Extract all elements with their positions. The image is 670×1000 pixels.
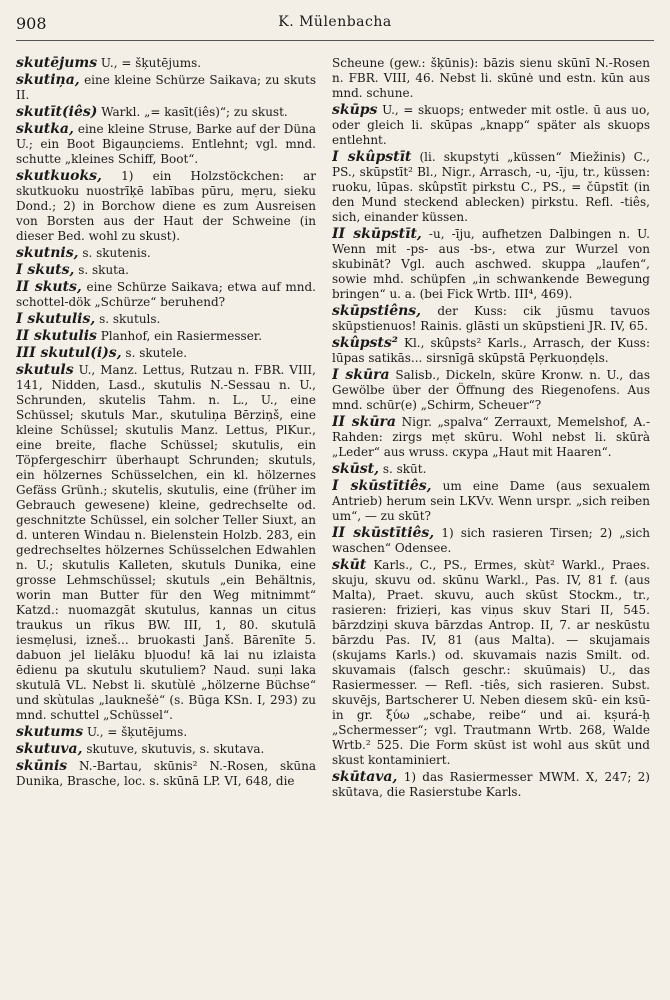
entry-definition: 1) ein Holzstöckchen: ar skutkuoku nuostrīķē labības pūru, mẹru, sieku Dond.; 2) in Borchow diene es zum Ausreisen von Borsten aus der Haut der Schweine (in dieser Bed. wohl zu skust). — [16, 169, 316, 243]
entry-headword: skutkuoks, — [16, 168, 102, 184]
left-column — [16, 56, 316, 994]
dictionary-entry — [332, 227, 650, 302]
dictionary-entry — [16, 246, 316, 261]
entry-headword: skutnis, — [16, 245, 79, 261]
entry-headword: skutiņa, — [16, 72, 80, 88]
entry-definition: N.-Bartau, skūnis² N.-Rosen, skūna Dunika, Brasche, loc. s. skūnā LP. VI, 648, die — [16, 759, 316, 788]
dictionary-entry — [16, 105, 316, 120]
entry-definition: U., = šķutējums. — [86, 725, 188, 739]
entry-definition: skutuve, skutuvis, s. skutava. — [86, 742, 265, 756]
dictionary-entry — [16, 329, 316, 344]
dictionary-entry — [16, 742, 316, 757]
dictionary-entry — [332, 479, 650, 524]
entry-definition: 1) sich rasieren Tirsen; 2) „sich waschen“ Odensee. — [332, 526, 650, 555]
entry-definition: Salisb., Dickeln, skūre Kronw. n. U., das Gewölbe über der Öffnung des Riegenofens. Aus mnd. schūr(e) „Schirm, Scheuer“? — [332, 368, 650, 412]
entry-definition: Scheune (gew.: šķūnis): bāzis sienu skūnī N.-Rosen n. FBR. VIII, 46. Nebst li. skūnė und estn. kūn aus mnd. schune. — [332, 56, 650, 100]
entry-definition: 1) das Rasiermesser MWM. X, 247; 2) skūtava, die Rasierstube Karls. — [332, 770, 650, 799]
dictionary-entry — [16, 725, 316, 740]
entry-headword: skūps — [332, 102, 378, 118]
dictionary-entry — [332, 304, 650, 334]
entry-definition: der Kuss: cik jūsmu tavuos skūpstienuos! Rainis. glāsti un skūpstieni JR. IV, 65. — [332, 304, 650, 333]
entry-headword: skutuls — [16, 362, 74, 378]
page-header — [16, 14, 654, 41]
dictionary-entry — [16, 263, 316, 278]
dictionary-entry — [16, 56, 316, 71]
entry-headword: I skûpstīt — [332, 149, 412, 165]
entry-definition: U., Manz. Lettus, Rutzau n. FBR. VIII, 141, Nidden, Lasd., skutulis N.-Sessau n. U., Schrunden, skutelis Tahm. n. L., U., eine Schüssel; skutuls Mar., skutuliņa Bērziņš, eine kleine Schüssel; skutulis Manz. Lettus, PlKur., eine breite, flache Schüssel; skutulis, ein Töpfergeschirr überhaupt Schrunden; skutuls, ein hölzernes Schüsselchen, ein kl. hölzernes Gefäss Grünh.; skutelis, skutulis, eine (früher im Gebrauch gewesene) kleine, gedrechselte od. geschnitzte Schüssel, ein solcher Teller Siuxt, an d. unteren Windau n. Bielenstein Holzb. 283, ein gedrechseltes hölzernes Schüsselchen Edwahlen n. U.; skutulis Kalleten, skutuls Dunika, eine grosse Lehmschüssel; skutuls „ein Behältnis, worin man Butter für den Weg mitnimmt“ Katzd.: nuomazgāt skutulus, kannas un citus traukus un rīkus BW. III, 1, 80. skutulā iesmẹlusi, izneš... bruokasti Janš. Bārenīte 5. dabuon jel lielāku bļuodu! kā lai nu izlaista ēdienu pa skutulu skutuliem? Naud. suņi laka skutulā VL. Nebst li. skutùlė „hölzerne Büchse“ und skùtulas „lauknešė“ (s. Būga KSn. I, 293) zu mnd. schuttel „Schüssel“. — [16, 363, 316, 722]
entry-headword: skûpsts² — [332, 335, 398, 351]
entry-headword: II skūpstīt, — [332, 226, 422, 242]
dictionary-entry — [332, 336, 650, 366]
dictionary-entry — [332, 462, 650, 477]
dictionary-entry — [332, 770, 650, 800]
entry-headword: I skūstītiês, — [332, 478, 432, 494]
dictionary-entry — [332, 558, 650, 768]
dictionary-entry — [332, 368, 650, 413]
entry-definition: Planhof, ein Rasiermesser. — [100, 329, 263, 343]
entry-definition: s. skutele. — [125, 346, 188, 360]
entry-headword: skūt — [332, 557, 367, 573]
entry-definition: um eine Dame (aus sexualem Antrieb) herum sein LKVv. Wenn urspr. „sich reiben um“, — zu skūt? — [332, 479, 650, 523]
dictionary-entry — [332, 56, 650, 101]
entry-definition: s. skutuls. — [99, 312, 161, 326]
entry-headword: skutka, — [16, 121, 74, 137]
dictionary-entry — [332, 103, 650, 148]
entry-headword: III skutul(i)s, — [16, 345, 122, 361]
right-column — [332, 56, 650, 994]
entry-definition: Karls., C., PS., Ermes, skùt² Warkl., Praes. skuju, skuvu od. skūnu Warkl., Pas. IV, 81 f. (aus Malta), Praet. skuvu, auch skūst Stockm., tr., rasieren: frizieŗi, kas viņus skuv Stari II, 545. bārzdziņi skuva bārzdas Antrop. II, 7. ar neskūstu bārzdu Pas. IV, 81 (aus Malta). — skujamais (skujams Karls.) od. skuvamais nazis Smilt. od. skuvamais (falsch geschr.: skuūmais) U., das Rasiermesser. — Refl. -tiês, sich rasieren. Subst. skuvējs, Bartscherer U. Neben diesem skū- ein ksū- in gr. ξύω „schabe, reibe“ und ai. kṣurá-ḥ „Schermesser“; vgl. Trautmann Wrtb. 268, Walde Wrtb.² 525. Die Form skūst ist wohl aus skūt und skust kontaminiert. — [332, 558, 650, 767]
entry-definition: Nigr. „spalva“ Zerrauxt, Memelshof, A.-Rahden: zirgs mẹt skūru. Wohl nebst li. skūrà „Leder“ aus wruss. скура „Haut mit Haaren“. — [332, 415, 650, 459]
entry-headword: I skutulis, — [16, 311, 96, 327]
entry-definition: (li. skupstyti „küssen“ Miežinis) C., PS., skūpstīt² Bl., Nigr., Arrasch, -u, -īju, tr., küssen: ruoku, lūpas. skûpstīt pirkstu C., PS., = čūpstīt (in den Mund steckend ablecken) pirkstu. Refl. -tiês, sich, einander küssen. — [332, 150, 650, 224]
entry-headword: skutējums — [16, 56, 98, 71]
dictionary-entry — [16, 280, 316, 310]
dictionary-entry — [332, 150, 650, 225]
entry-definition: eine kleine Struse, Barke auf der Düna U.; ein Boot Bigauņciems. Entlehnt; vgl. mnd. schutte „kleines Schiff, Boot“. — [16, 122, 316, 166]
entry-definition: eine Schürze Saikava; etwa auf mnd. schottel-dök „Schürze“ beruhend? — [16, 280, 316, 309]
entry-definition: Warkl. „= kasīt(iês)“; zu skust. — [101, 105, 288, 119]
dictionary-entry — [332, 415, 650, 460]
entry-headword: II skūstītiês, — [332, 525, 435, 541]
dictionary-entry — [16, 169, 316, 244]
entry-headword: II skutulis — [16, 328, 97, 344]
entry-definition: s. skutenis. — [82, 246, 151, 260]
dictionary-entry — [16, 363, 316, 723]
entry-headword: skūtava, — [332, 769, 398, 785]
entry-definition: -u, -īju, aufhetzen Dalbingen n. U. Wenn mit -ps- aus -bs-, etwa zur Wurzel von skubināt? Vgl. auch aschwed. skuppa „laufen“, sowie mhd. schüpfen „in schwankende Bewegung bringen“ u. a. (bei Fick Wrtb. III⁴, 469). — [332, 227, 650, 301]
entry-definition: eine kleine Schürze Saikava; zu skuts II. — [16, 73, 316, 102]
entry-definition: s. skuta. — [78, 263, 129, 277]
entry-headword: II skūra — [332, 414, 397, 430]
dictionary-entry — [16, 122, 316, 167]
dictionary-entry — [332, 526, 650, 556]
entry-definition: U., = skuops; entweder mit ostle. ū aus uo, oder gleich li. skūpas „knapp“ später als skuops entlehnt. — [332, 103, 650, 147]
dictionary-entry — [16, 759, 316, 789]
entry-definition: U., = šķutējums. — [100, 56, 202, 70]
entry-headword: I skūra — [332, 367, 390, 383]
running-title: K. Mülenbacha — [278, 14, 392, 30]
entry-headword: skutuva, — [16, 741, 83, 757]
entry-headword: skūst, — [332, 461, 379, 477]
entry-definition: s. skūt. — [382, 462, 427, 476]
entry-definition: Kl., skûpsts² Karls., Arrasch, der Kuss: lūpas satikās... sirsnīgā skūpstā Pẹrkuoņdẹls. — [332, 336, 650, 365]
dictionary-entry — [16, 73, 316, 103]
dictionary-entry — [16, 346, 316, 361]
entry-headword: skutīt(iês) — [16, 104, 98, 120]
entry-headword: skutums — [16, 724, 84, 740]
entry-headword: skūpstiêns, — [332, 303, 422, 319]
entry-headword: skūnis — [16, 758, 68, 774]
dictionary-entry — [16, 312, 316, 327]
entry-headword: II skuts, — [16, 279, 82, 295]
page-number: 908 — [16, 14, 47, 33]
entry-headword: I skuts, — [16, 262, 75, 278]
